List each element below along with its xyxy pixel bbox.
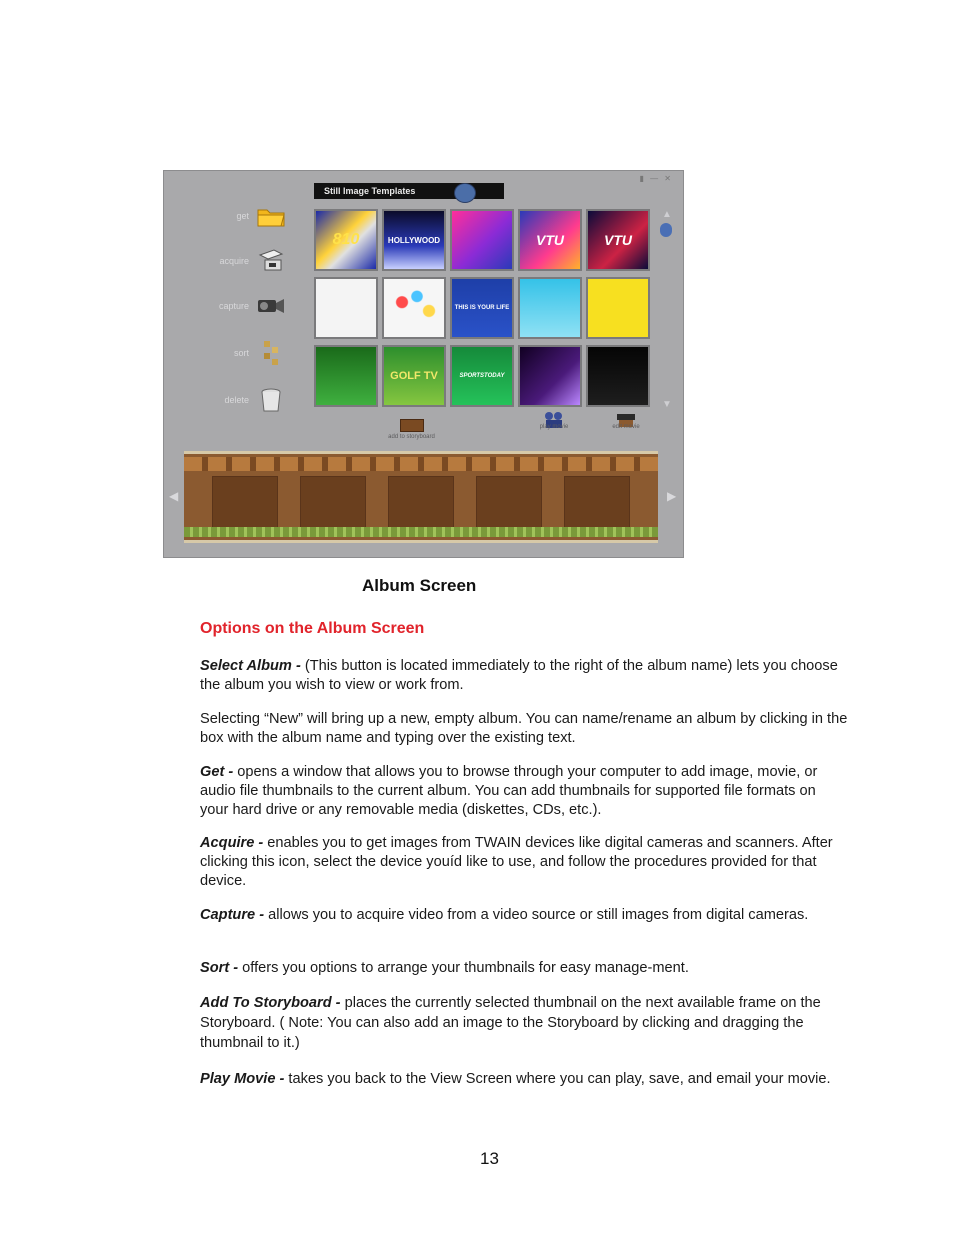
folder-icon[interactable] [256,201,286,231]
storyboard-left-arrow-icon[interactable]: ◀ [169,489,179,503]
thumbnail[interactable] [586,345,650,407]
thumbnail[interactable] [586,277,650,339]
paragraph-add-to-storyboard [200,993,848,1053]
thumbnail-label: VTU [536,232,564,248]
thumbnail-label: HOLLYWOOD [387,235,441,245]
camcorder-icon[interactable] [256,291,286,321]
paragraph-text: opens a window that allows you to browse through your computer to add image, movie, or audio file thumbnails to the current album. You can add thumbnails for supported file formats on your hard drive or any removable media (diskettes, CDs, etc.). [200,764,818,818]
delete-tool[interactable] [174,383,289,417]
thumbnail[interactable] [314,277,378,339]
thumbnail[interactable] [382,345,446,407]
thumbnail-label: 810 [332,231,360,248]
paragraph-capture [200,906,848,925]
trash-icon[interactable] [256,385,286,415]
edit-movie-label: edit movie [612,424,640,430]
term: Add To Storyboard - [200,995,341,1011]
paragraph-text: (This button is located immediately to the right of the album name) lets you choose the album you wish to view or work from. [200,658,838,693]
add-to-storyboard-button[interactable] [369,419,454,440]
paragraph-text: takes you back to the View Screen where you can play, save, and email your movie. [284,1071,831,1087]
term: Get - [200,764,234,780]
paragraph-text: offers you options to arrange your thumbnails for easy manage-ment. [238,960,689,976]
play-movie-label: play movie [539,424,569,430]
thumbnail[interactable] [382,277,446,339]
add-to-storyboard-label: add to storyboard [388,434,435,440]
tool-label-get: get [236,211,249,221]
paragraph-text: allows you to acquire video from a video source or still images from digital cameras. [264,907,809,923]
paragraph-text: Selecting “New” will bring up a new, empty album. You can name/rename an album by clicking in the box with the album name and typing over the existing text. [200,711,848,746]
paragraph-play-movie [200,1069,848,1090]
thumbnail-grid [314,209,657,411]
paragraph-acquire [200,834,848,891]
term: Play Movie - [200,1071,285,1087]
thumbnail[interactable] [518,277,582,339]
term: Capture - [200,907,265,923]
album-name-field[interactable]: Still Image Templates [314,183,504,199]
tool-label-sort: sort [233,348,249,358]
tool-label-delete: delete [224,395,249,405]
thumbnail[interactable] [518,209,582,271]
film-strip-top [184,457,658,471]
storyboard-frame[interactable] [388,476,454,528]
term: Acquire - [200,835,264,851]
thumbnail[interactable] [314,209,378,271]
paragraph-select-album [200,657,848,695]
storyboard [184,451,658,543]
sort-icon[interactable] [256,338,286,368]
paragraph-text: enables you to get images from TWAIN devices like digital cameras and scanners. After clicking this icon, select the device youíd like to use, and follow the procedures provided for that device. [200,835,833,889]
paragraph-text: places the currently selected thumbnail on the next available frame on the Storyboard. ( Note: You can also add an image to the Storyboard by clicking and dragging the thumbnail to it.) [200,995,821,1051]
term: Sort - [200,960,239,976]
edit-movie-icon [615,411,637,422]
thumbnail-label: GOLF TV [390,370,438,382]
get-tool[interactable] [174,199,289,233]
tool-label-acquire: acquire [219,256,249,266]
storyboard-frame[interactable] [476,476,542,528]
thumbnail[interactable] [518,345,582,407]
thumbnail-label: VTU [604,232,632,248]
section-heading: Options on the Album Screen [200,620,425,637]
paragraph-sort [200,959,848,978]
thumbnail[interactable] [382,209,446,271]
select-album-button[interactable] [454,183,476,203]
storyboard-frame[interactable] [300,476,366,528]
thumbnail-label: SPORTSTODAY [459,373,505,379]
capture-tool[interactable] [174,289,289,323]
window-controls-icon: ▮ — ✕ [639,174,673,183]
add-storyboard-icon [400,419,424,432]
thumbnail[interactable] [450,345,514,407]
play-movie-button[interactable] [524,411,584,430]
sort-tool[interactable] [174,336,289,370]
figure-caption: Album Screen [362,576,477,595]
thumbnail[interactable] [450,277,514,339]
film-strip-bottom [184,527,658,537]
thumbnail-label: THIS IS YOUR LIFE [454,305,510,311]
paragraph-get [200,763,848,820]
term: Select Album - [200,658,301,674]
storyboard-frame[interactable] [212,476,278,528]
scrollbar-thumb[interactable] [660,223,672,237]
album-screen-screenshot [163,170,684,558]
thumbnail[interactable] [586,209,650,271]
thumbnail[interactable] [314,345,378,407]
edit-movie-button[interactable] [596,411,656,430]
thumbnail[interactable] [450,209,514,271]
storyboard-right-arrow-icon[interactable]: ▶ [667,489,677,503]
acquire-tool[interactable] [174,244,289,278]
scanner-icon[interactable] [256,246,286,276]
storyboard-frame[interactable] [564,476,630,528]
scroll-down-icon[interactable]: ▼ [662,399,672,410]
projector-icon [543,411,565,422]
page-number: 13 [480,1149,499,1168]
scroll-up-icon[interactable]: ▲ [662,209,672,220]
tool-label-capture: capture [218,301,249,311]
paragraph-new-album [200,710,848,748]
